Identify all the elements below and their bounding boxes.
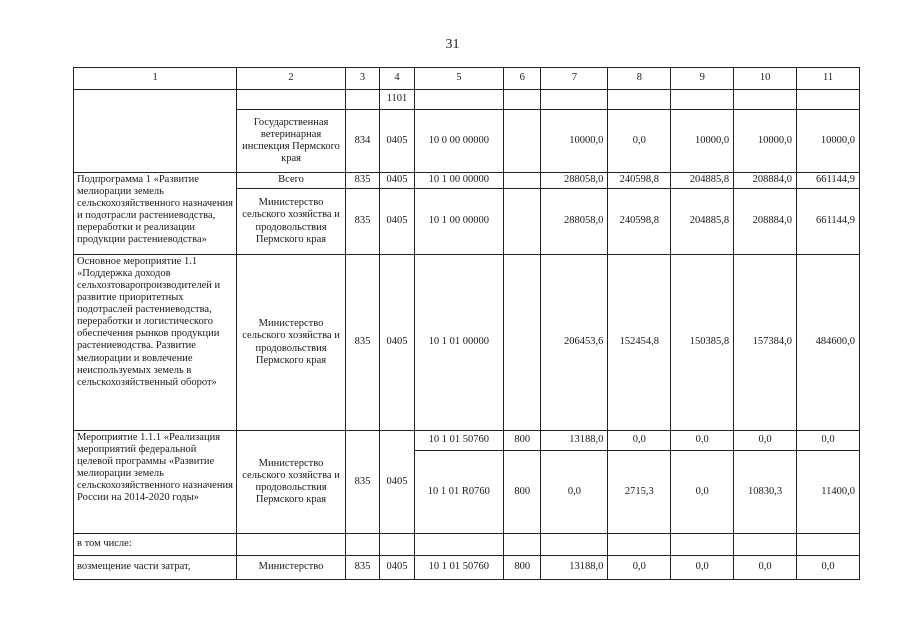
table-cell: 10 1 01 50760 (414, 431, 503, 451)
table-cell: 800 (503, 431, 541, 451)
table-cell: 0,0 (671, 451, 734, 534)
table-cell: 800 (503, 451, 541, 534)
table-cell: 0,0 (608, 556, 671, 580)
table-cell (734, 90, 797, 110)
table-cell (608, 534, 671, 556)
column-header: 5 (414, 68, 503, 90)
column-header: 3 (345, 68, 379, 90)
column-header: 9 (671, 68, 734, 90)
table-cell: 204885,8 (671, 173, 734, 189)
table-cell (797, 90, 860, 110)
table-cell: 800 (503, 556, 541, 580)
table-cell: Всего (237, 173, 346, 189)
table-cell: 2715,3 (608, 451, 671, 534)
table-cell: 13188,0 (541, 431, 608, 451)
table-cell (503, 110, 541, 173)
table-cell (380, 534, 414, 556)
table-cell: 206453,6 (541, 255, 608, 431)
table-cell (414, 534, 503, 556)
budget-table (73, 67, 860, 580)
table-cell: 208884,0 (734, 173, 797, 189)
page-number: 31 (445, 37, 460, 52)
table-cell: 661144,9 (797, 173, 860, 189)
table-cell (503, 189, 541, 255)
table-cell: Подпрограмма 1 «Развитие мелиорации земель сельскохозяйственного назначения и подотрасли растениеводства, переработки и реализации продукции растениеводства» (74, 173, 237, 255)
table-row (74, 534, 860, 556)
table-cell: 240598,8 (608, 173, 671, 189)
table-cell: 0,0 (541, 451, 608, 534)
table-cell: 10000,0 (734, 110, 797, 173)
table-cell: 0405 (380, 110, 414, 173)
table-cell: 661144,9 (797, 189, 860, 255)
table-cell: Государственная ветеринарная инспекция Пермского края (237, 110, 346, 173)
table-cell: 0405 (380, 556, 414, 580)
table-cell: 10 1 01 R0760 (414, 451, 503, 534)
table-row (74, 173, 860, 189)
table-cell: 10 0 00 00000 (414, 110, 503, 173)
table-cell: Министерство сельского хозяйства и продовольствия Пермского края (237, 255, 346, 431)
column-header: 1 (74, 68, 237, 90)
table-row (74, 556, 860, 580)
column-header: 4 (380, 68, 414, 90)
table-cell: 150385,8 (671, 255, 734, 431)
table-cell: 10 1 00 00000 (414, 173, 503, 189)
column-header: 10 (734, 68, 797, 90)
table-cell: 0,0 (797, 556, 860, 580)
table-cell (345, 90, 379, 110)
table-cell: 835 (345, 189, 379, 255)
table-cell (671, 90, 734, 110)
table-cell: 10 1 01 00000 (414, 255, 503, 431)
table-cell (734, 534, 797, 556)
table-cell (74, 90, 237, 173)
table-cell (797, 534, 860, 556)
table-cell: 240598,8 (608, 189, 671, 255)
table-cell: возмещение части затрат, (74, 556, 237, 580)
table-cell: 204885,8 (671, 189, 734, 255)
table-cell (414, 90, 503, 110)
table-cell: Мероприятие 1.1.1 «Реализация мероприятий федеральной целевой программы «Развитие мелиорации земель сельскохозяйственного назначения России на 2014-2020 годы» (74, 431, 237, 534)
table-cell: 10 1 01 50760 (414, 556, 503, 580)
column-header: 11 (797, 68, 860, 90)
table-cell (237, 90, 346, 110)
table-cell: 0,0 (797, 431, 860, 451)
table-cell (541, 90, 608, 110)
table-cell: 10830,3 (734, 451, 797, 534)
table-cell: 835 (345, 431, 379, 534)
table-cell: 835 (345, 255, 379, 431)
table-cell (541, 534, 608, 556)
table-cell: 10000,0 (541, 110, 608, 173)
table-row (74, 431, 860, 451)
table-cell: 834 (345, 110, 379, 173)
table-cell: 835 (345, 556, 379, 580)
table-cell (608, 90, 671, 110)
table-cell: Министерство сельского хозяйства и продовольствия Пермского края (237, 431, 346, 534)
table-cell: 0405 (380, 173, 414, 189)
table-cell: 10000,0 (797, 110, 860, 173)
table-cell (503, 90, 541, 110)
table-cell (237, 534, 346, 556)
table-cell (503, 534, 541, 556)
table-cell: 13188,0 (541, 556, 608, 580)
column-header: 2 (237, 68, 346, 90)
table-cell: 10 1 00 00000 (414, 189, 503, 255)
table-cell: 288058,0 (541, 173, 608, 189)
table-row (74, 90, 860, 110)
table-cell: 0,0 (608, 431, 671, 451)
column-header: 8 (608, 68, 671, 90)
table-cell: 0405 (380, 189, 414, 255)
table-cell: 0405 (380, 255, 414, 431)
table-cell: 152454,8 (608, 255, 671, 431)
table-cell: 157384,0 (734, 255, 797, 431)
table-cell: 0,0 (734, 431, 797, 451)
column-header: 7 (541, 68, 608, 90)
table-cell: 835 (345, 173, 379, 189)
table-cell: в том числе: (74, 534, 237, 556)
table-cell: 0,0 (734, 556, 797, 580)
table-cell: 0,0 (608, 110, 671, 173)
table-cell (503, 255, 541, 431)
table-cell: 288058,0 (541, 189, 608, 255)
table-cell: 484600,0 (797, 255, 860, 431)
table-cell: 208884,0 (734, 189, 797, 255)
table-cell (345, 534, 379, 556)
table-cell: Министерство сельского хозяйства и продовольствия Пермского края (237, 189, 346, 255)
table-cell (503, 173, 541, 189)
column-number-row (74, 68, 860, 90)
table-cell: 0405 (380, 431, 414, 534)
table-cell: 11400,0 (797, 451, 860, 534)
table-cell (671, 534, 734, 556)
table-cell: Основное мероприятие 1.1 «Поддержка доходов сельхозтоваропроизводителей и развитие приоритетных подотраслей растениеводства, переработки и логистического обеспечения рынков продукции растениеводства. Развитие мелиорации и вовлечение неиспользуемых земель в сельскохозяйственный оборот» (74, 255, 237, 431)
table-cell: 10000,0 (671, 110, 734, 173)
table-cell: 0,0 (671, 556, 734, 580)
table-cell: 0,0 (671, 431, 734, 451)
table-cell: Министерство (237, 556, 346, 580)
table-row (74, 255, 860, 431)
column-header: 6 (503, 68, 541, 90)
table-cell: 1101 (380, 90, 414, 110)
